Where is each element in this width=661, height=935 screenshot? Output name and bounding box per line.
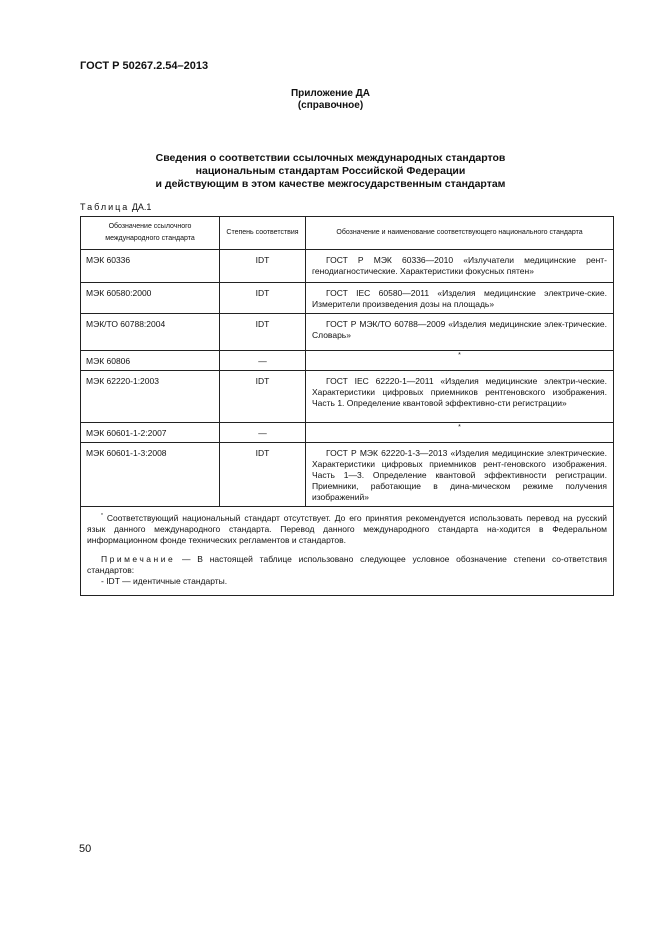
table-row (81, 351, 614, 371)
annex-heading (0, 88, 661, 112)
national-text: ГОСТ Р МЭК 60336—2010 «Излучатели медицинские рент-генодиагностические. Характеристики фокусных пятен» (312, 255, 607, 276)
cell-national (306, 443, 614, 507)
cell-national (306, 314, 614, 351)
section-title-line: Сведения о соответствии ссылочных международных стандартов (155, 152, 506, 164)
section-title-line: и действующим в этом качестве межгосударственным стандартам (155, 178, 506, 190)
cell-degree: IDT (220, 314, 306, 351)
table-footer-row (81, 507, 614, 596)
cell-degree: IDT (220, 371, 306, 423)
cell-national (306, 371, 614, 423)
section-title-line: национальным стандартам Российской Федерации (195, 165, 466, 177)
table-label-number: ДА.1 (131, 202, 152, 212)
table-header-row (81, 217, 614, 250)
cell-degree: IDT (220, 443, 306, 507)
table-row (81, 423, 614, 443)
standards-table (80, 216, 614, 596)
table-row (81, 250, 614, 283)
table-footer (81, 507, 614, 596)
cell-degree: IDT (220, 283, 306, 314)
cell-reference: МЭК 60601-1-3:2008 (81, 443, 220, 507)
header-degree: Степень соответствия (220, 217, 306, 250)
cell-reference: МЭК 60601-1-2:2007 (81, 423, 220, 443)
national-text: ГОСТ Р МЭК 62220-1-3—2013 «Изделия медицинские электрические. Характеристики цифровых приемников рент-геновского изображения. Часть 1—3. Определение квантовой эффективности регистрации. Приемники, работающие в дина-мическом режиме получения изображений» (312, 448, 607, 502)
national-text: ГОСТ Р МЭК/ТО 60788—2009 «Изделия медицинские элек-трические. Словарь» (312, 319, 607, 340)
section-title (100, 152, 561, 191)
cell-reference: МЭК 60336 (81, 250, 220, 283)
header-reference: Обозначение ссылочного международного стандарта (81, 217, 220, 250)
annex-title: Приложение ДА (290, 88, 371, 99)
table-row (81, 443, 614, 507)
cell-degree: — (220, 423, 306, 443)
table-label-prefix: Таблица (80, 202, 130, 212)
footnote-text: Соответствующий национальный стандарт отсутствует. До его принятия рекомендуется использовать перевод на русский язык данного международного стандарта. Перевод данного международного стандарта на-ходится в Федеральном информационном фонде технических регламентов и стандартов. (87, 512, 607, 545)
note-text: — В настоящей таблице использовано следующее условное обозначение степени со-ответствия стандартов: (87, 553, 607, 575)
page-number: 50 (79, 843, 92, 855)
national-text: ГОСТ IEC 62220-1—2011 «Изделия медицинские электри-ческие. Характеристики цифровых приемников рентгеновского изображения. Часть 1. Определение квантовой эффективно-сти регистрации» (312, 376, 607, 408)
table-label (80, 202, 151, 212)
cell-degree: — (220, 351, 306, 371)
footnote (87, 511, 607, 546)
cell-reference: МЭК 60580:2000 (81, 283, 220, 314)
cell-reference: МЭК 60806 (81, 351, 220, 371)
annex-subtitle: (справочное) (297, 100, 364, 111)
cell-national-footnote-mark: * (306, 351, 614, 371)
cell-degree: IDT (220, 250, 306, 283)
national-text: ГОСТ IEC 60580—2011 «Изделия медицинские электриче-ские. Измерители произведения дозы на площадь» (312, 288, 607, 309)
table-row (81, 314, 614, 351)
table-row (81, 371, 614, 423)
cell-reference: МЭК/ТО 60788:2004 (81, 314, 220, 351)
footnote-mark: * (101, 513, 103, 519)
cell-national (306, 250, 614, 283)
cell-reference: МЭК 62220-1:2003 (81, 371, 220, 423)
note-label: Примечание (101, 553, 176, 564)
document-code: ГОСТ Р 50267.2.54–2013 (80, 60, 209, 72)
note (87, 554, 607, 576)
header-national: Обозначение и наименование соответствующего национального стандарта (306, 217, 614, 250)
cell-national-footnote-mark: * (306, 423, 614, 443)
cell-national (306, 283, 614, 314)
table-row (81, 283, 614, 314)
note-item: - IDT — идентичные стандарты. (101, 575, 228, 586)
